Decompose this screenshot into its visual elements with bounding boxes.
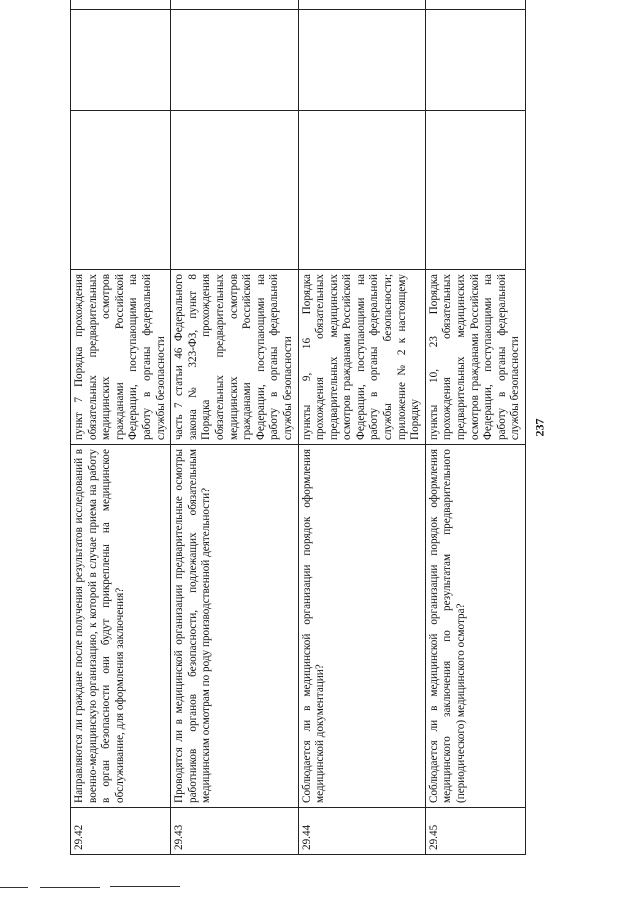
empty-cell [425, 111, 525, 270]
legal-basis-cell: пункты 9, 16 Порядка прохождения обязательных предварительных медицинских осмотров гражданами Российской Федерации, поступающими на работу в органы федеральной службы безопасности; приложение № 2 к настоящему Порядку [298, 270, 425, 445]
question-cell: Направляются ли граждане после получения результатов исследований в военно-медицинскую организацию, к которой в случае приема на работу в орган безопасности они будут прикреплены на медицинское обслуживание, для оформления заключения? [71, 445, 171, 808]
empty-cell [298, 111, 425, 270]
row-number: 29.43 [171, 808, 298, 855]
legal-basis-cell: пункты 10, 23 Порядка прохождения обязательных предварительных медицинских осмотров гражданами Российской Федерации, поступающими на работу в органы федеральной службы безопасности [425, 270, 525, 445]
empty-cell [425, 0, 525, 10]
row-number: 29.45 [425, 808, 525, 855]
empty-cell [298, 10, 425, 111]
rotated-table-wrapper [70, 27, 522, 855]
empty-cell [71, 111, 171, 270]
scan-mark-line [0, 887, 28, 888]
empty-cell [171, 0, 298, 10]
question-cell: Соблюдается ли в медицинской организации порядок оформления медицинской документации? [298, 445, 425, 808]
empty-cell [298, 0, 425, 10]
scan-edge-mark [0, 885, 200, 891]
question-cell: Соблюдается ли в медицинской организации порядок оформления медицинского заключения по результатам предварительного (периодического) медицинского осмотра? [425, 445, 525, 808]
empty-cell [71, 10, 171, 111]
scan-mark-line [110, 886, 180, 887]
table-row [171, 0, 298, 855]
checklist-table [70, 0, 526, 855]
empty-cell [171, 10, 298, 111]
row-number: 29.44 [298, 808, 425, 855]
empty-cell [71, 0, 171, 10]
scan-mark-line [40, 887, 100, 888]
empty-cell [425, 10, 525, 111]
table-row [71, 0, 171, 855]
row-number: 29.42 [71, 808, 171, 855]
empty-cell [171, 111, 298, 270]
legal-basis-cell: пункт 7 Порядка прохождения обязательных предварительных медицинских осмотров гражданами Российской Федерации, поступающими на работу в органы федеральной службы безопасности [71, 270, 171, 445]
table-row [298, 0, 425, 855]
legal-basis-cell: часть 7 статьи 46 Федерального закона № 323-ФЗ, пункт 8 Порядка прохождения обязательных предварительных медицинских осмотров гражданами Российской Федерации, поступающими на работу в органы федеральной службы безопасности [171, 270, 298, 445]
table-row [425, 0, 525, 855]
page-number: 237 [532, 418, 547, 437]
question-cell: Проводятся ли в медицинской организации предварительные осмотры работников органов безопасности, подлежащих обязательным медицинским осмотрам по роду производственной деятельности? [171, 445, 298, 808]
